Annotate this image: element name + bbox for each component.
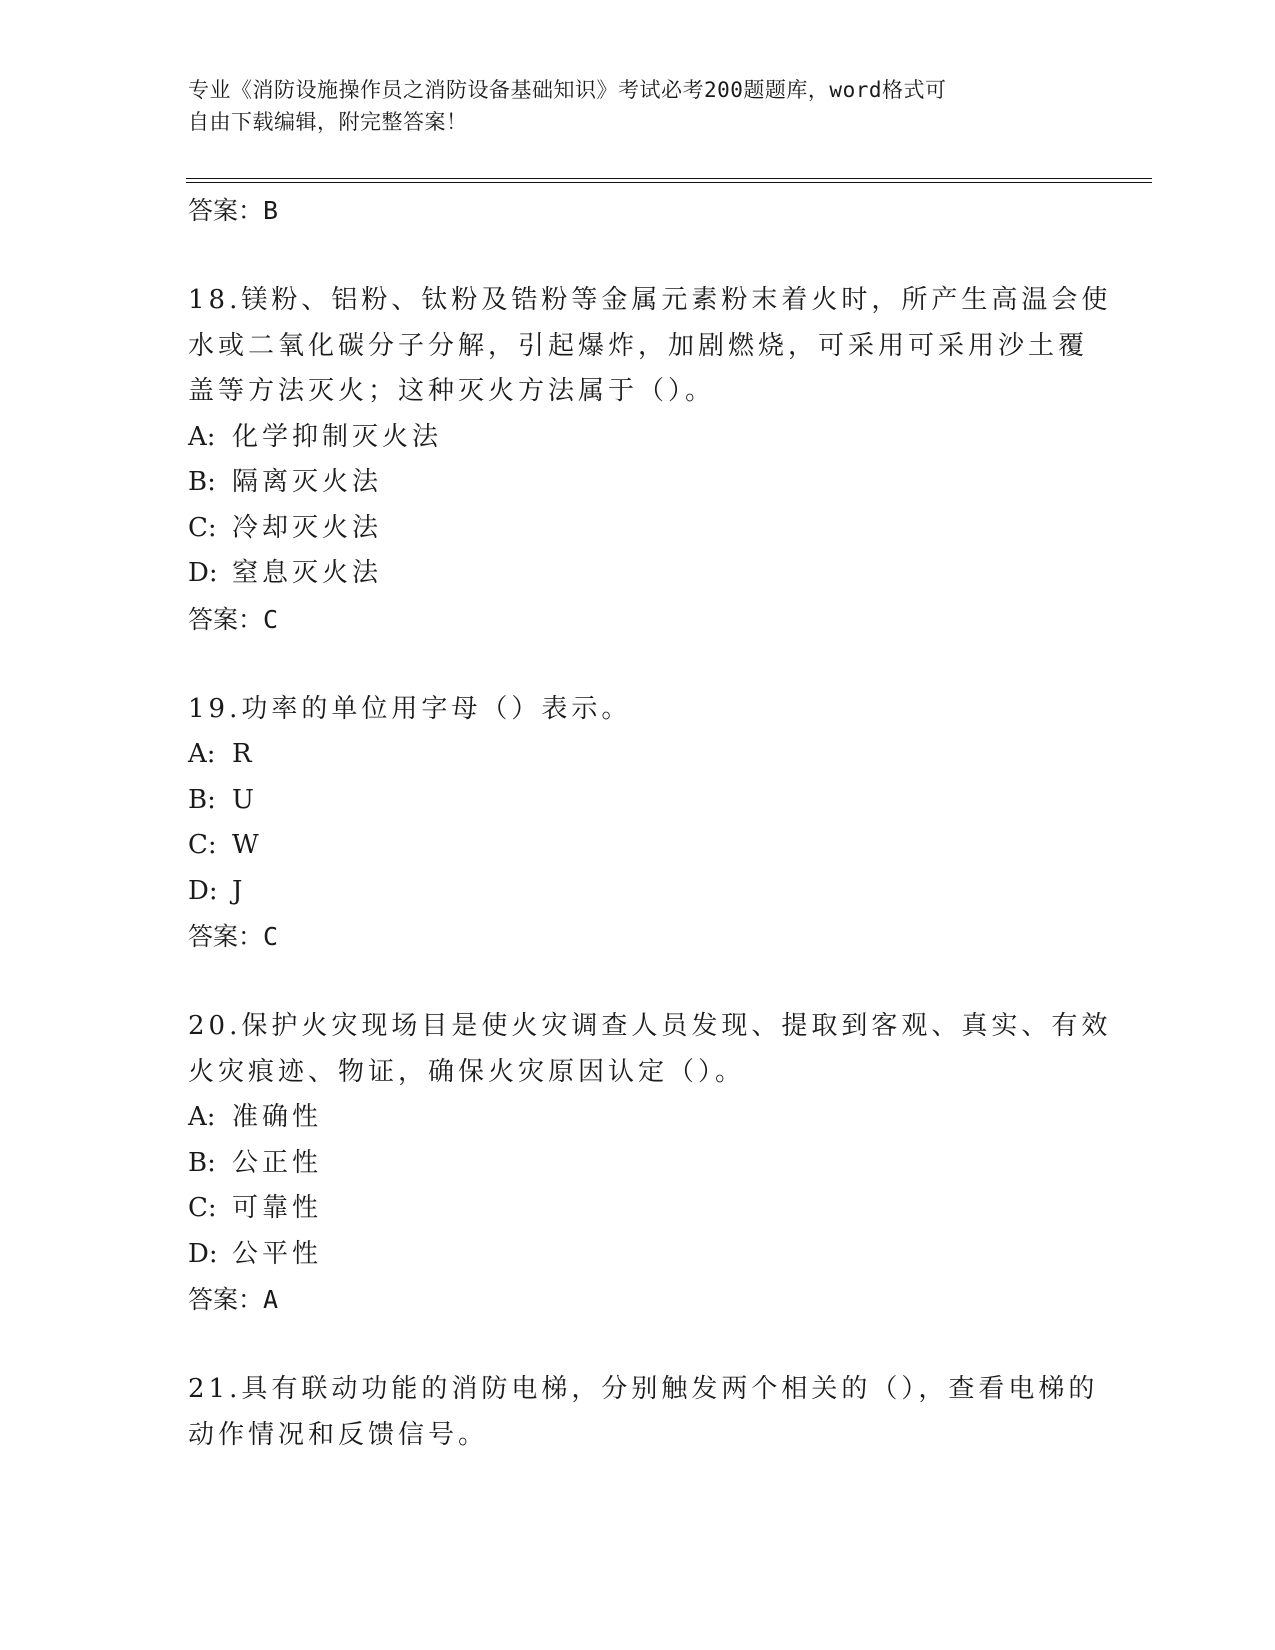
option-a: A: R <box>188 739 256 769</box>
question-21 <box>188 1367 1128 1458</box>
answer-line: 答案：A <box>188 1285 279 1314</box>
option-d: D: 公平性 <box>188 1238 323 1269</box>
question-20 <box>188 1004 1128 1277</box>
document-header <box>188 74 1068 138</box>
answer-line: 答案：B <box>188 196 279 225</box>
question-text-line: 21.具有联动功能的消防电梯，分别触发两个相关的（），查看电梯的 <box>188 1374 1099 1404</box>
header-divider-bottom <box>186 182 1152 183</box>
option-b: B: U <box>188 784 258 815</box>
question-text-line: 19.功率的单位用字母（）表示。 <box>188 693 632 724</box>
question-19 <box>188 687 1128 915</box>
question-text-line: 盖等方法灭火；这种灭火方法属于（）。 <box>188 376 716 406</box>
option-c: C: W <box>188 830 263 860</box>
question-text-line: 18.镁粉、铝粉、钛粉及锆粉等金属元素粉末着火时，所产生高温会使 <box>188 285 1112 315</box>
question-text-line: 火灾痕迹、物证，确保火灾原因认定（）。 <box>188 1056 746 1087</box>
question-text-line: 水或二氧化碳分子分解，引起爆炸，加剧燃烧，可采用可采用沙土覆 <box>188 330 1089 361</box>
question-list <box>188 188 1128 1458</box>
question-text-line: 20.保护火灾现场目是使火灾调查人员发现、提取到客观、真实、有效 <box>188 1011 1112 1041</box>
question-text-line: 动作情况和反馈信号。 <box>188 1419 489 1450</box>
option-a: A: 化学抑制灭火法 <box>188 421 443 452</box>
option-a: A: 准确性 <box>188 1102 323 1132</box>
question-18 <box>188 278 1128 597</box>
answer-line: 答案：C <box>188 922 279 951</box>
header-divider-top <box>186 178 1152 179</box>
option-d: D: 窒息灭火法 <box>188 558 383 588</box>
option-d: D: J <box>188 875 247 906</box>
option-b: B: 公正性 <box>188 1147 323 1178</box>
option-b: B: 隔离灭火法 <box>188 467 383 497</box>
header-line-1: 专业《消防设施操作员之消防设备基础知识》考试必考200题题库，word格式可 <box>188 78 947 102</box>
option-c: C: 可靠性 <box>188 1193 323 1223</box>
header-line-2: 自由下载编辑，附完整答案！ <box>188 110 468 134</box>
option-c: C: 冷却灭火法 <box>188 512 383 543</box>
answer-line: 答案：C <box>188 604 279 634</box>
